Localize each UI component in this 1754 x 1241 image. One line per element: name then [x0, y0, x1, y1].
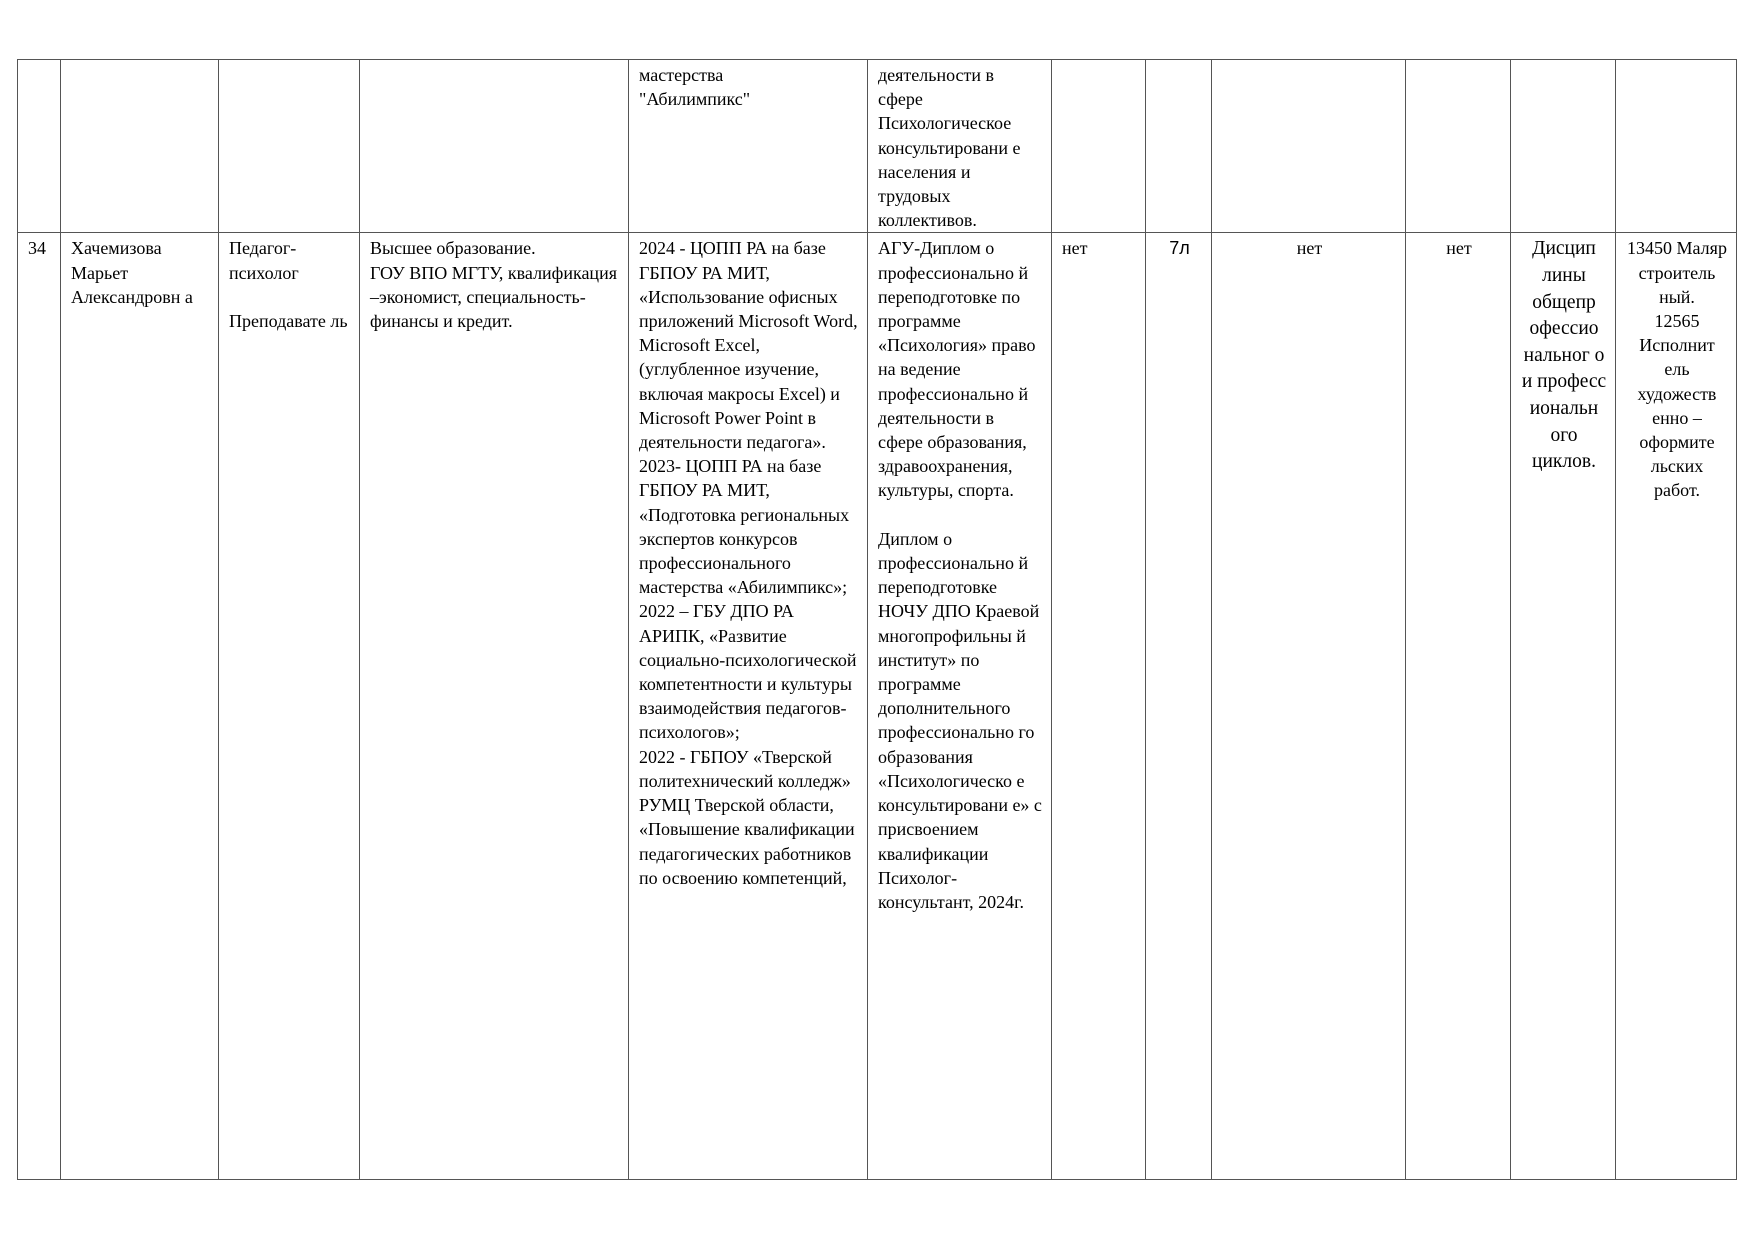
cell-education: Высшее образование. ГОУ ВПО МГТУ, квалификация –экономист, специальность-финансы и кредит.	[360, 233, 629, 1180]
cell-qualification-development: 2024 - ЦОПП РА на базе ГБПОУ РА МИТ, «Использование офисных приложений Microsoft Word, Microsoft Excel, (углубленное изучение, включая макросы Excel) и Microsoft Power Point в деятельности педагога». 2023- ЦОПП РА на базе ГБПОУ РА МИТ, «Подготовка региональных экспертов конкурсов профессионального мастерства «Абилимпикс»; 2022 – ГБУ ДПО РА АРИПК, «Развитие социально-психологической компетентности и культуры взаимодействия педагогов-психологов»; 2022 - ГБПОУ «Тверской политехнический колледж» РУМЦ Тверской области, «Повышение квалификации педагогических работников по освоению компетенций,	[629, 233, 868, 1180]
cell-number	[18, 60, 61, 233]
cell-honors: нет	[1406, 233, 1511, 1180]
cell-honors	[1406, 60, 1511, 233]
cell-qualification-development: мастерства "Абилимпикс"	[629, 60, 868, 233]
cell-academic-title: нет	[1212, 233, 1406, 1180]
cell-professions: 13450 Маляр строитель ный. 12565 Исполнит ель художеств енно – оформите льских работ.	[1616, 233, 1737, 1180]
cell-education	[360, 60, 629, 233]
cell-position: Педагог-психолог Преподавате ль	[219, 233, 360, 1180]
cell-experience	[1146, 60, 1212, 233]
cell-disciplines: Дисцип лины общепр офессио нальног о и професс иональн ого циклов.	[1511, 233, 1616, 1180]
cell-number: 34	[18, 233, 61, 1180]
cell-academic-title	[1212, 60, 1406, 233]
cell-full-name: Хачемизова Марьет Александровн а	[61, 233, 219, 1180]
cell-retraining: деятельности в сфере Психологическое консультировани е населения и трудовых коллективов.	[868, 60, 1052, 233]
cell-retraining: АГУ-Диплом о профессионально й переподготовке по программе «Психология» право на ведение профессионально й деятельности в сфере образования, здравоохранения, культуры, спорта. Диплом о профессионально й переподготовке НОЧУ ДПО Краевой многопрофильны й институт» по программе дополнительного профессионально го образования «Психологическо е консультировани е» с присвоением квалификации Психолог-консультант, 2024г.	[868, 233, 1052, 1180]
cell-full-name	[61, 60, 219, 233]
table-row	[18, 233, 1737, 1180]
cell-academic-degree	[1052, 60, 1146, 233]
cell-disciplines	[1511, 60, 1616, 233]
cell-professions	[1616, 60, 1737, 233]
table-row-continued	[18, 60, 1737, 233]
cell-academic-degree: нет	[1052, 233, 1146, 1180]
cell-experience: 7л	[1146, 233, 1212, 1180]
cell-position	[219, 60, 360, 233]
staff-table	[17, 59, 1737, 1180]
